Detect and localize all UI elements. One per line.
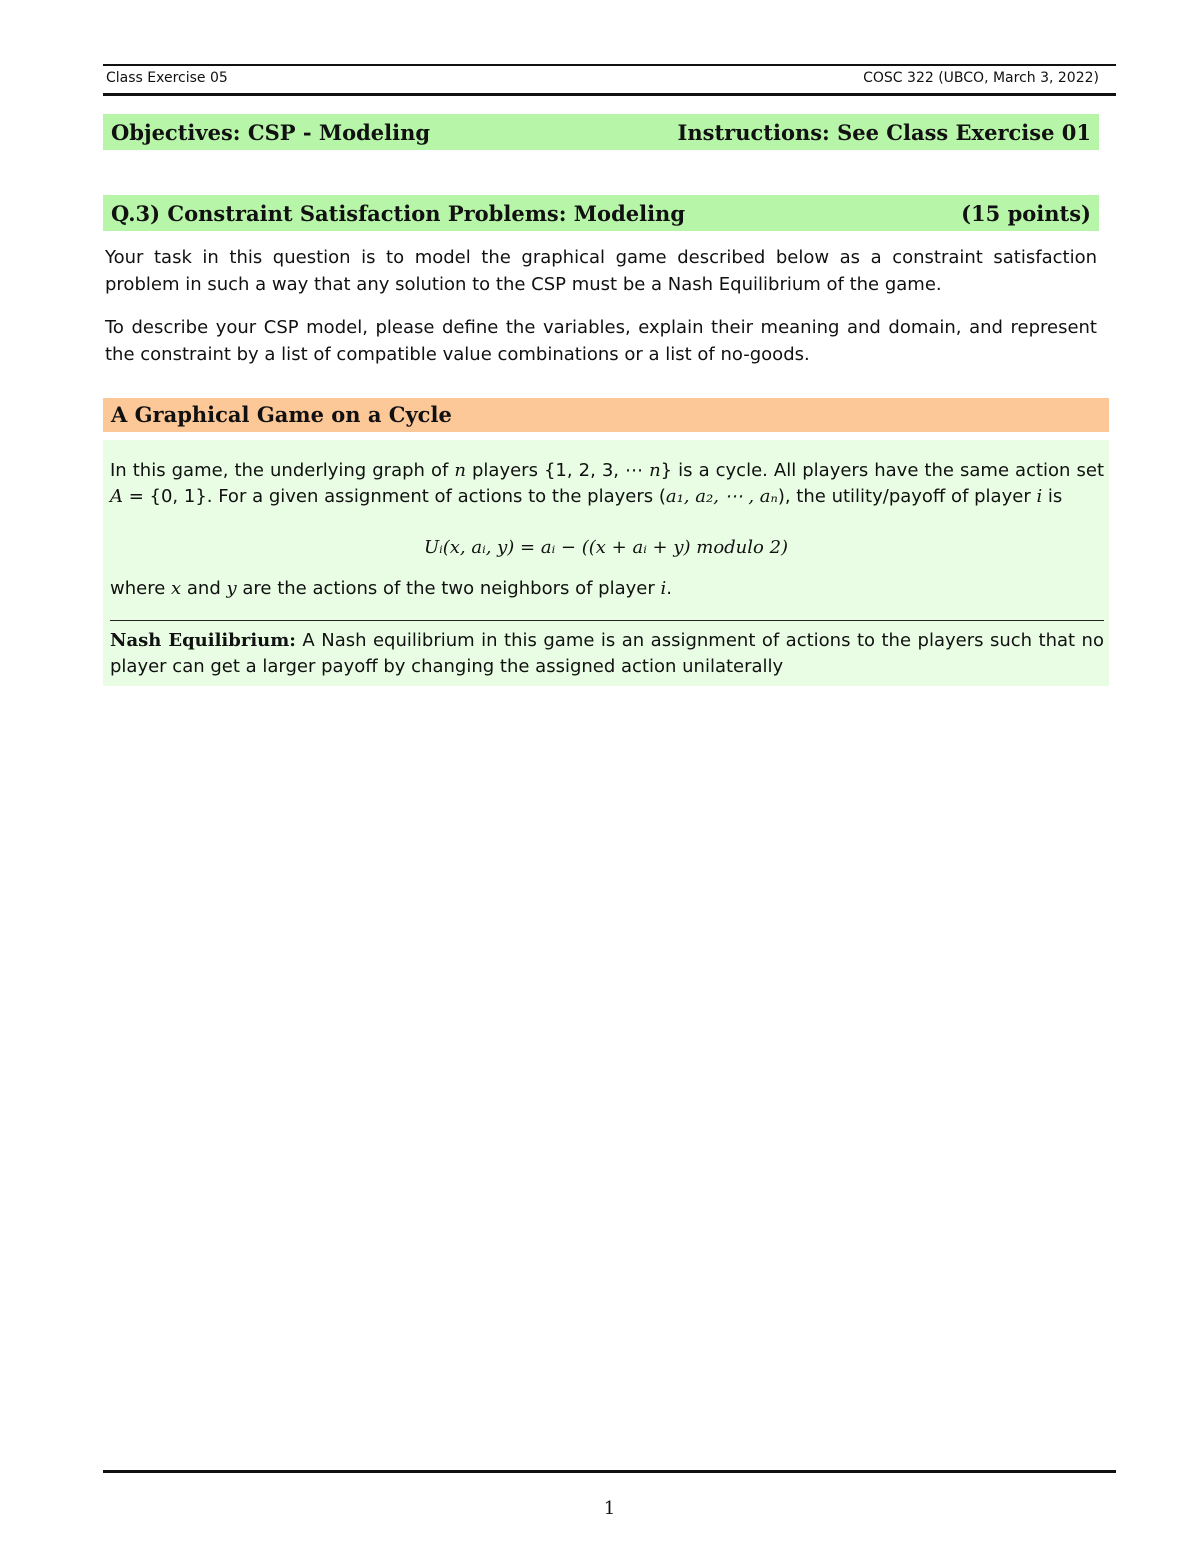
math-tuple: a₁, a₂, ⋯ , aₙ	[665, 486, 778, 507]
text-run: are the actions of the two neighbors of player	[236, 578, 661, 599]
nash-text: A Nash equilibrium in this game is an assignment of actions to the players such that no player can get a larger payoff by changing the assigned action unilaterally	[110, 630, 1104, 677]
question-title: Q.3) Constraint Satisfaction Problems: Modeling	[111, 201, 686, 226]
question-banner	[103, 195, 1099, 231]
game-section-title: A Graphical Game on a Cycle	[111, 402, 452, 427]
text-run: In this game, the underlying graph of	[110, 460, 455, 481]
game-description-box	[103, 440, 1109, 686]
text-run: where	[110, 578, 172, 599]
text-run: .	[666, 578, 672, 599]
instructions-label: Instructions: See Class Exercise 01	[677, 120, 1091, 145]
header-top-rule	[103, 64, 1116, 66]
question-paragraph-2: To describe your CSP model, please define the variables, explain their meaning and domain, and represent the constraint by a list of compatible value combinations or a list of no-goods.	[105, 317, 1097, 365]
utility-equation: Uᵢ(x, aᵢ, y) = aᵢ − ((x + aᵢ + y) modulo 2)	[423, 537, 789, 558]
game-intro-paragraph	[110, 458, 1104, 510]
game-section-title-bar	[103, 398, 1109, 432]
question-points: (15 points)	[961, 201, 1091, 226]
header-bottom-rule	[103, 93, 1116, 96]
objectives-label: Objectives: CSP - Modeling	[111, 120, 431, 145]
math-var: y	[226, 578, 237, 599]
text-run: players {1, 2, 3, ⋯	[465, 460, 650, 481]
header-course-exercise: Class Exercise 05	[106, 70, 228, 86]
math-var: x	[171, 578, 182, 599]
nash-label: Nash Equilibrium:	[110, 630, 296, 651]
math-var: A	[110, 486, 123, 507]
math-var: n	[649, 460, 661, 481]
math-var: i	[1036, 486, 1043, 507]
nash-divider	[110, 620, 1104, 621]
math-var: n	[454, 460, 466, 481]
neighbors-explanation	[110, 576, 1104, 602]
text-run: and	[181, 578, 227, 599]
text-run: is	[1042, 486, 1063, 507]
text-run: ), the utility/payoff of player	[777, 486, 1037, 507]
text-run: = {0, 1}. For a given assignment of actions to the players (	[123, 486, 666, 507]
footer-rule	[103, 1470, 1116, 1473]
page-number: 1	[603, 1498, 616, 1519]
header-course-info: COSC 322 (UBCO, March 3, 2022)	[863, 70, 1099, 86]
question-paragraph-1: Your task in this question is to model the graphical game described below as a constraint satisfaction problem in such a way that any solution to the CSP must be a Nash Equilibrium of the game.	[105, 247, 1097, 295]
running-header	[106, 70, 1099, 90]
text-run: } is a cycle. All players have the same action set	[660, 460, 1104, 481]
nash-equilibrium-definition	[110, 628, 1104, 680]
objectives-banner	[103, 114, 1099, 150]
math-var: i	[660, 578, 667, 599]
